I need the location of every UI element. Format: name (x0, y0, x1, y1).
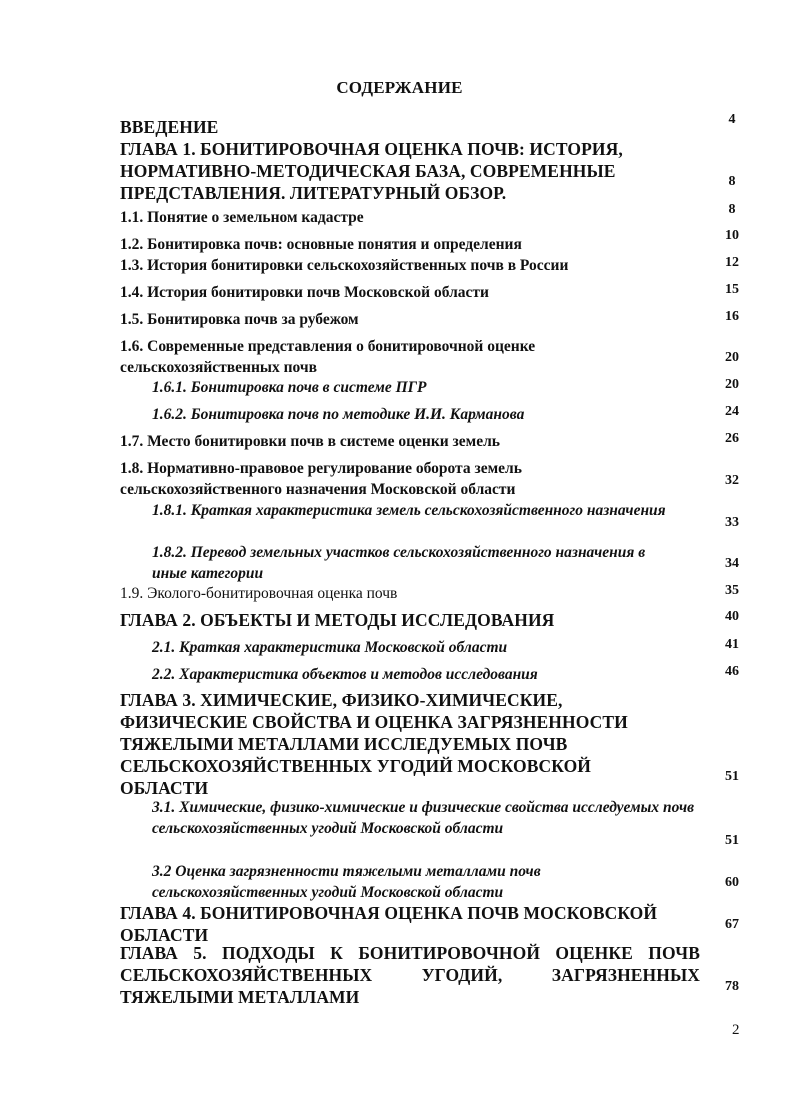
toc-entry-text: ГЛАВА 5. ПОДХОДЫ К БОНИТИРОВОЧНОЙ ОЦЕНКЕ ПОЧВ СЕЛЬСКОХОЗЯЙСТВЕННЫХ УГОДИЙ, ЗАГРЯЗНЕННЫХ ТЯЖЕЛЫМИ МЕТАЛЛАМИ (120, 943, 700, 1007)
toc-entry-text: ГЛАВА 1. БОНИТИРОВОЧНАЯ ОЦЕНКА ПОЧВ: ИСТОРИЯ, НОРМАТИВНО-МЕТОДИЧЕСКАЯ БАЗА, СОВРЕМЕННЫЕ ПРЕДСТАВЛЕНИЯ. ЛИТЕРАТУРНЫЙ ОБЗОР. (120, 139, 623, 203)
toc-page-number: 40 (725, 609, 739, 624)
toc-entry-1-3 (120, 255, 680, 276)
toc-entry-text: 1.8.2. Перевод земельных участков сельскохозяйственного назначения в иные категории (152, 544, 646, 582)
toc-page-number: 26 (725, 431, 739, 446)
toc-page-number: 35 (725, 583, 739, 598)
toc-page-number: 10 (725, 228, 739, 243)
toc-entry-text: 1.9. Эколого-бонитировочная оценка почв (120, 585, 398, 602)
toc-page-number: 32 (725, 473, 739, 488)
toc-entry-1-7 (120, 431, 680, 452)
toc-entry-2-1 (152, 637, 712, 658)
toc-entry-3-1 (152, 797, 697, 839)
toc-entry-text: 1.7. Место бонитировки почв в системе оценки земель (120, 433, 500, 450)
toc-entry-1-2 (120, 234, 680, 255)
toc-entry-1-6 (120, 336, 680, 378)
toc-page-number: 33 (725, 515, 739, 530)
toc-entry-chapter-3 (120, 689, 660, 799)
toc-page-number: 15 (725, 282, 739, 297)
toc-entry-1-9 (120, 583, 680, 604)
toc-entry-introduction (120, 116, 700, 138)
toc-entry-text: 1.5. Бонитировка почв за рубежом (120, 311, 359, 328)
toc-entry-chapter-1 (120, 138, 700, 204)
toc-page-number: 78 (725, 979, 739, 994)
toc-entry-text: 2.2. Характеристика объектов и методов исследования (152, 666, 538, 683)
toc-page-number: 12 (725, 255, 739, 270)
toc-entry-text: 1.3. История бонитировки сельскохозяйственных почв в России (120, 257, 569, 274)
toc-entry-text: 3.2 Оценка загрязненности тяжелыми металлами почв сельскохозяйственных угодий Московской области (152, 863, 541, 901)
toc-page-number: 20 (725, 350, 739, 365)
page-number: 2 (732, 1022, 740, 1038)
toc-entry-text: 1.8.1. Краткая характеристика земель сельскохозяйственного назначения (152, 502, 666, 519)
toc-entry-text: 3.1. Химические, физико-химические и физические свойства исследуемых почв сельскохозяйственных угодий Московской области (152, 799, 695, 837)
toc-entry-text: 1.6.1. Бонитировка почв в системе ПГР (152, 379, 427, 396)
toc-entry-1-5 (120, 309, 680, 330)
toc-entry-text: ВВЕДЕНИЕ (120, 117, 219, 137)
toc-entry-2-2 (152, 664, 712, 685)
toc-entry-chapter-2 (120, 609, 700, 631)
toc-entry-1-6-2 (152, 404, 712, 425)
toc-page-number: 4 (728, 112, 736, 127)
toc-entry-text: 1.2. Бонитировка почв: основные понятия и определения (120, 236, 522, 253)
toc-page-number: 51 (725, 769, 739, 784)
toc-entry-text: ГЛАВА 3. ХИМИЧЕСКИЕ, ФИЗИКО-ХИМИЧЕСКИЕ, ФИЗИЧЕСКИЕ СВОЙСТВА И ОЦЕНКА ЗАГРЯЗНЕННОСТИ ТЯЖЕЛЫМИ МЕТАЛЛАМИ ИССЛЕДУЕМЫХ ПОЧВ СЕЛЬСКОХОЗЯЙСТВЕННЫХ УГОДИЙ МОСКОВСКОЙ ОБЛАСТИ (120, 690, 628, 798)
toc-entry-text: ГЛАВА 4. БОНИТИРОВОЧНАЯ ОЦЕНКА ПОЧВ МОСКОВСКОЙ ОБЛАСТИ (120, 903, 658, 945)
toc-page-number: 60 (725, 875, 739, 890)
toc-entry-1-1 (120, 207, 680, 228)
toc-entry-text: 1.1. Понятие о земельном кадастре (120, 209, 364, 226)
toc-entry-text: 1.4. История бонитировки почв Московской области (120, 284, 489, 301)
toc-entry-chapter-4 (120, 902, 700, 946)
toc-entry-1-8 (120, 458, 640, 500)
toc-page-number: 8 (728, 174, 736, 189)
toc-entry-chapter-5 (120, 942, 700, 1008)
toc-entry-text: 1.6.2. Бонитировка почв по методике И.И. Карманова (152, 406, 525, 423)
toc-page-number: 8 (728, 202, 736, 217)
toc-entry-text: 1.8. Нормативно-правовое регулирование оборота земель сельскохозяйственного назначения Московской области (120, 460, 522, 498)
toc-page-number: 20 (725, 377, 739, 392)
toc-page-number: 16 (725, 309, 739, 324)
toc-entry-1-8-1 (152, 500, 687, 521)
toc-page-number: 34 (725, 556, 739, 571)
toc-entry-1-6-1 (152, 377, 712, 398)
toc-entry-text: 1.6. Современные представления о бонитировочной оценке сельскохозяйственных почв (120, 338, 536, 376)
toc-page-number: 67 (725, 917, 739, 932)
toc-page-number: 41 (725, 637, 739, 652)
page-title: СОДЕРЖАНИЕ (336, 78, 463, 97)
toc-entry-1-4 (120, 282, 680, 303)
toc-entry-1-8-2 (152, 542, 652, 584)
toc-entry-3-2 (152, 861, 652, 903)
toc-page-number: 46 (725, 664, 739, 679)
toc-entry-text: 2.1. Краткая характеристика Московской области (152, 639, 508, 656)
toc-entry-text: ГЛАВА 2. ОБЪЕКТЫ И МЕТОДЫ ИССЛЕДОВАНИЯ (120, 610, 555, 630)
toc-page-number: 51 (725, 833, 739, 848)
toc-page-number: 24 (725, 404, 739, 419)
